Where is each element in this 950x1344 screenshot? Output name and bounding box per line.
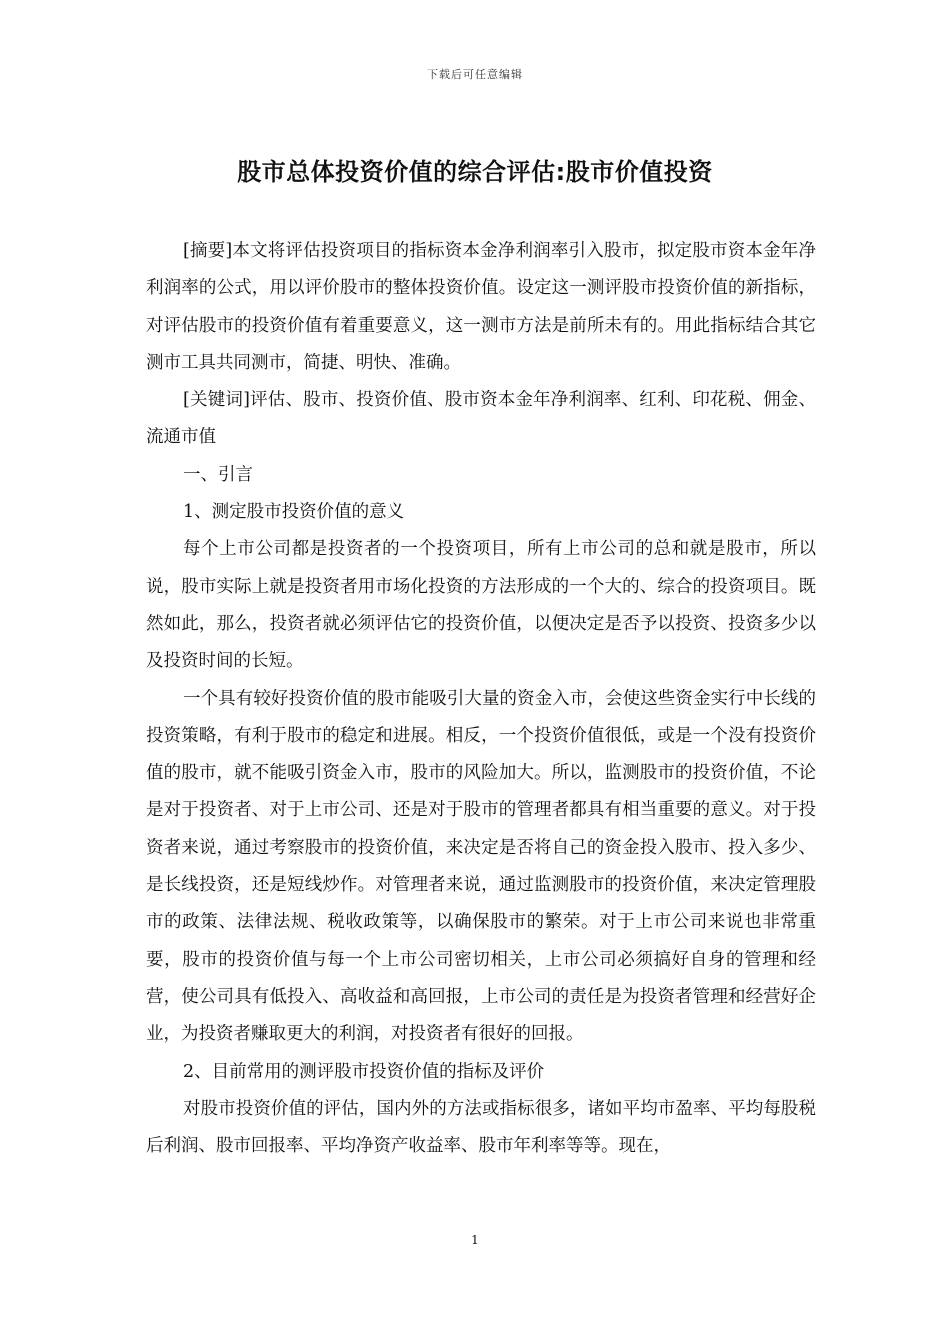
body-paragraph: 对股市投资价值的评估，国内外的方法或指标很多，诸如平均市盈率、平均每股税后利润、股市回报率、平均净资产收益率、股市年利率等等。现在， (146, 1098, 816, 1157)
keywords-paragraph: [关键词]评估、股市、投资价值、股市资本金年净利润率、红利、印花税、佣金、流通市值 (146, 390, 816, 448)
document-body (146, 233, 816, 1165)
body-paragraph: 每个上市公司都是投资者的一个投资项目，所有上市公司的总和就是股市，所以说，股市实际上就是投资者用市场化投资的方法形成的一个大的、综合的投资项目。既然如此，那么，投资者就必须评估它的投资价值，以便决定是否予以投资、投资多少以及投资时间的长短。 (146, 539, 816, 672)
page-number: 1 (471, 1233, 479, 1247)
body-paragraph: 一个具有较好投资价值的股市能吸引大量的资金入市，会使这些资金实行中长线的投资策略，有利于股市的稳定和进展。相反，一个投资价值很低，或是一个没有投资价值的股市，就不能吸引资金入市，股市的风险加大。所以，监测股市的投资价值，不论是对于投资者、对于上市公司、还是对于股市的管理者都具有相当重要的意义。对于投资者来说，通过考察股市的投资价值，来决定是否将自己的资金投入股市、投入多少、是长线投资，还是短线炒作。对管理者来说，通过监测股市的投资价值，来决定管理股市的政策、法律法规、税收政策等，以确保股市的繁荣。对于上市公司来说也非常重要，股市的投资价值与每一个上市公司密切相关，上市公司必须搞好自身的管理和经营，使公司具有低投入、高收益和高回报，上市公司的责任是为投资者管理和经营好企业，为投资者赚取更大的利润，对投资者有很好的回报。 (146, 688, 816, 1045)
page-header: 下载后可任意编辑 (427, 68, 523, 81)
abstract-paragraph: [摘要]本文将评估投资项目的指标资本金净利润率引入股市，拟定股市资本金年净利润率的公式，用以评价股市的整体投资价值。设定这一测评股市投资价值的新指标，对评估股市的投资价值有着重要意义，这一测市方法是前所未有的。用此指标结合其它测市工具共同测市，简捷、明快、准确。 (146, 241, 816, 373)
document-title: 股市总体投资价值的综合评估:股市价值投资 (237, 158, 713, 186)
section-heading-introduction: 一、引言 (183, 464, 253, 485)
subsection-heading-2: 2、目前常用的测评股市投资价值的指标及评价 (183, 1061, 545, 1082)
subsection-heading-1: 1、测定股市投资价值的意义 (183, 502, 405, 523)
